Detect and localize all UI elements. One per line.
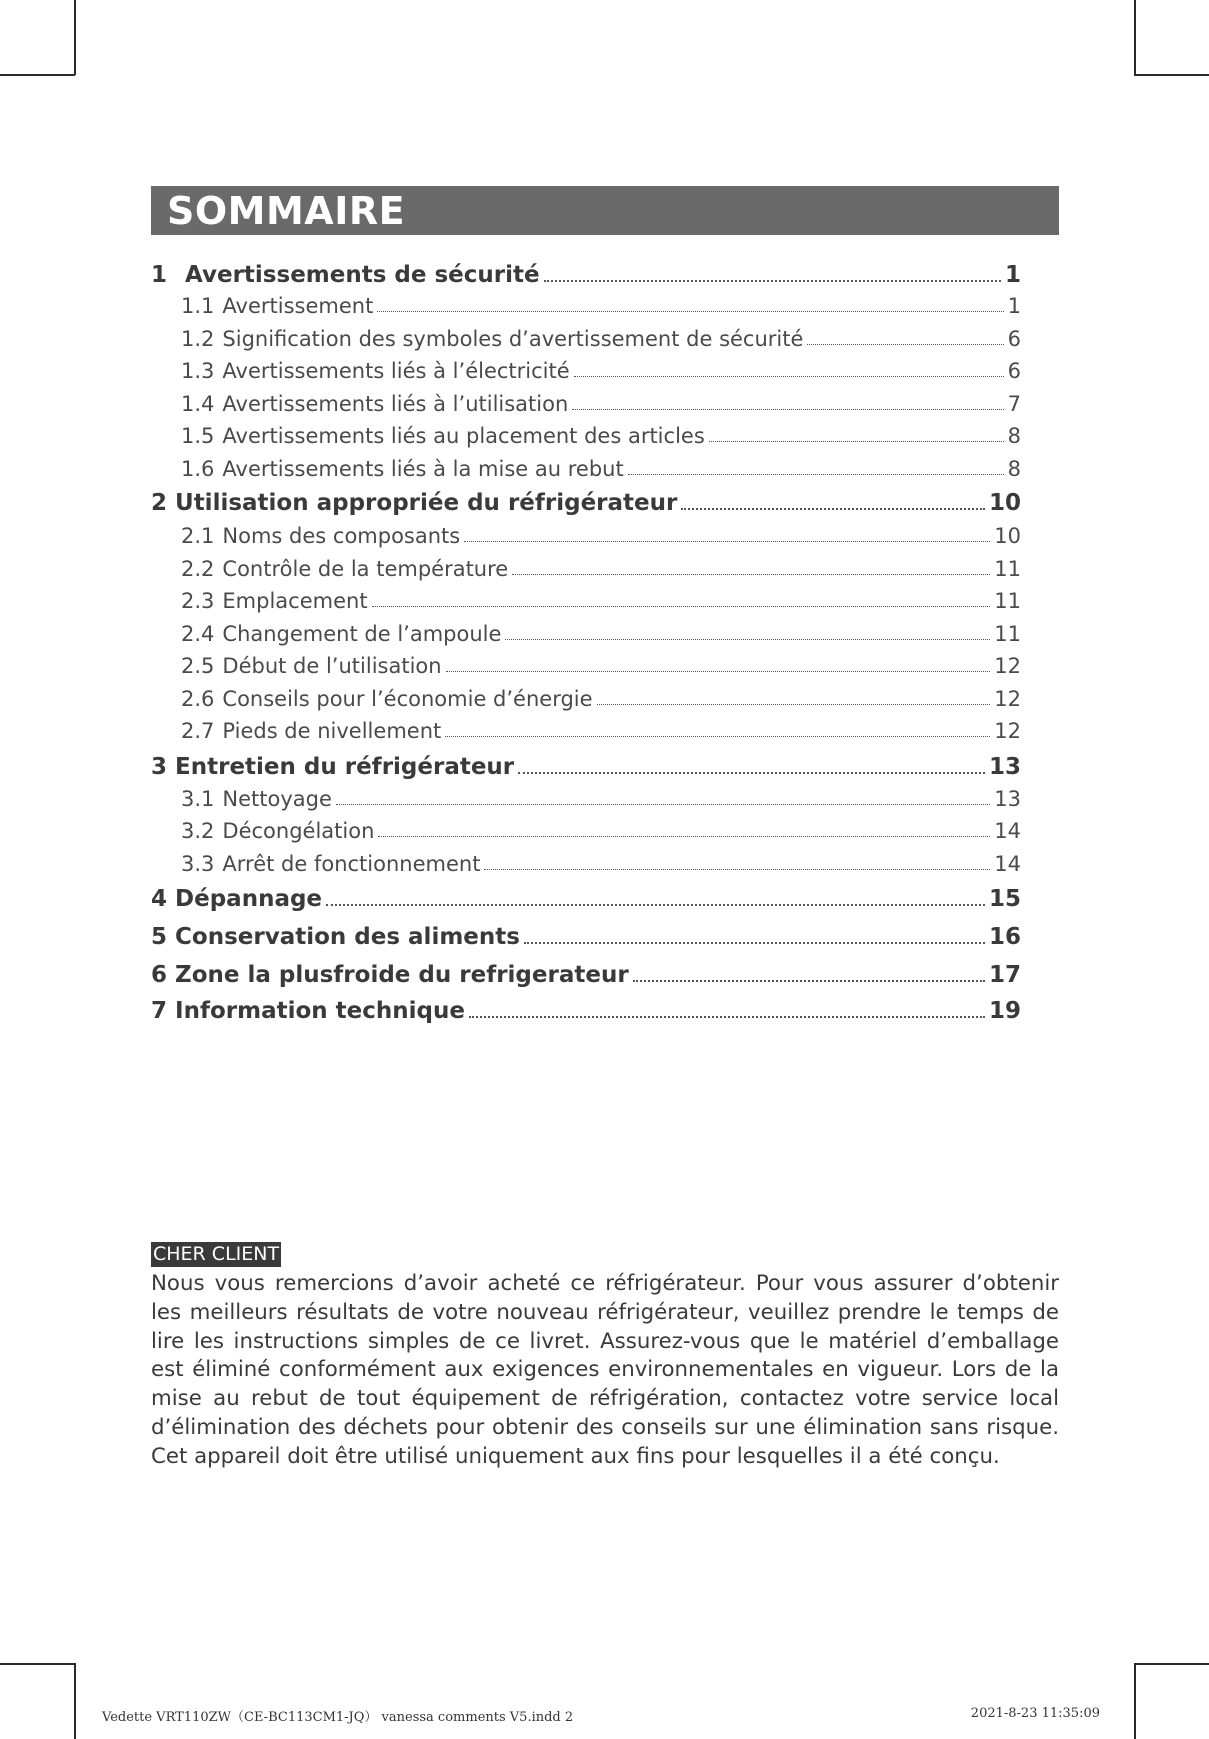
toc-subsection-entry: [181, 457, 1021, 481]
toc-subsection-entry: [181, 524, 1021, 548]
footer-file-info: Vedette VRT110ZW（CE-BC113CM1-JQ） vanessa comments V5.indd 2: [102, 1710, 574, 1725]
toc-entry-number: 3.1: [181, 787, 215, 811]
toc-subsection-entry: [181, 622, 1021, 646]
toc-dot-leader: [512, 573, 990, 575]
toc-entry-number: 1.4: [181, 392, 215, 416]
toc-entry-label: Noms des composants: [222, 524, 461, 548]
toc-section-entry: [151, 924, 1021, 950]
toc-dot-leader: [518, 771, 985, 774]
toc-entry-number: 1.6: [181, 457, 215, 481]
crop-mark-bottom-left-v: [74, 1663, 76, 1739]
toc-dot-leader: [326, 903, 985, 906]
toc-subsection-entry: [181, 327, 1021, 351]
toc-subsection-entry: [181, 294, 1021, 318]
toc-entry-label: Pieds de nivellement: [222, 719, 442, 743]
toc-entry-number: 2.6: [181, 687, 215, 711]
toc-entry-label: Conservation des aliments: [175, 924, 520, 950]
toc-entry-label: Nettoyage: [222, 787, 332, 811]
toc-entry-label: Dépannage: [175, 886, 323, 912]
toc-dot-leader: [709, 440, 1004, 442]
toc-entry-label: Changement de l’ampoule: [222, 622, 502, 646]
toc-entry-label: Information technique: [175, 998, 465, 1024]
toc-section-entry: [151, 962, 1021, 988]
toc-entry-number: 6: [151, 962, 168, 988]
toc-entry-label: Signification des symboles d’avertissement de sécurité: [222, 327, 804, 351]
toc-entry-page-number: 17: [988, 962, 1021, 988]
toc-subsection-entry: [181, 852, 1021, 876]
toc-entry-number: 1.1: [181, 294, 215, 318]
toc-dot-leader: [336, 803, 990, 805]
toc-dot-leader: [464, 540, 990, 542]
toc-dot-leader: [445, 735, 990, 737]
toc-entry-label: Avertissements liés à l’électricité: [222, 359, 570, 383]
toc-entry-label: Début de l’utilisation: [222, 654, 442, 678]
toc-entry-page-number: 14: [994, 819, 1021, 843]
toc-entry-number: 2.7: [181, 719, 215, 743]
toc-entry-number: 4: [151, 886, 168, 912]
toc-entry-page-number: 6: [1007, 327, 1021, 351]
toc-entry-number: 2.1: [181, 524, 215, 548]
crop-mark-top-left-v: [74, 0, 76, 75]
toc-entry-label: Contrôle de la température: [222, 557, 509, 581]
toc-subsection-entry: [181, 654, 1021, 678]
toc-dot-leader: [544, 279, 1001, 282]
toc-dot-leader: [484, 868, 990, 870]
toc-entry-number: 2.5: [181, 654, 215, 678]
toc-entry-page-number: 1: [1007, 294, 1021, 318]
sommaire-banner: [151, 186, 1059, 235]
toc-entry-label: Avertissements liés à la mise au rebut: [222, 457, 624, 481]
toc-entry-label: Avertissements liés au placement des articles: [222, 424, 705, 448]
crop-mark-top-right-v: [1134, 0, 1136, 75]
toc-entry-number: 2: [151, 490, 168, 516]
section-label-cher-client: CHER CLIENT: [153, 1243, 280, 1265]
crop-mark-top-right-h: [1134, 74, 1209, 76]
toc-dot-leader: [372, 605, 991, 607]
toc-entry-number: 3.3: [181, 852, 215, 876]
toc-subsection-entry: [181, 424, 1021, 448]
toc-entry-page-number: 11: [994, 557, 1021, 581]
toc-entry-label: Arrêt de fonctionnement: [222, 852, 481, 876]
toc-dot-leader: [597, 703, 991, 705]
toc-entry-page-number: 7: [1007, 392, 1021, 416]
crop-mark-top-left-h: [0, 74, 75, 76]
toc-entry-page-number: 16: [988, 924, 1021, 950]
toc-subsection-entry: [181, 359, 1021, 383]
toc-entry-number: 5: [151, 924, 168, 950]
toc-subsection-entry: [181, 392, 1021, 416]
toc-entry-number: 3: [151, 754, 168, 780]
toc-subsection-entry: [181, 687, 1021, 711]
toc-entry-page-number: 8: [1007, 424, 1021, 448]
toc-entry-page-number: 12: [994, 687, 1021, 711]
toc-dot-leader: [446, 670, 991, 672]
toc-dot-leader: [574, 375, 1004, 377]
toc-entry-label: Emplacement: [222, 589, 368, 613]
toc-dot-leader: [469, 1015, 985, 1018]
toc-subsection-entry: [181, 557, 1021, 581]
page-title: SOMMAIRE: [167, 189, 406, 233]
toc-entry-label: Avertissements de sécurité: [185, 262, 540, 288]
toc-entry-number: 2.2: [181, 557, 215, 581]
toc-dot-leader: [378, 835, 990, 837]
toc-section-entry: [151, 998, 1021, 1024]
toc-section-entry: [151, 886, 1021, 912]
toc-entry-number: 3.2: [181, 819, 215, 843]
toc-entry-number: 1.3: [181, 359, 215, 383]
toc-entry-number: 7: [151, 998, 168, 1024]
toc-entry-page-number: 12: [994, 719, 1021, 743]
toc-entry-page-number: 11: [994, 622, 1021, 646]
toc-dot-leader: [524, 941, 985, 944]
toc-entry-page-number: 14: [994, 852, 1021, 876]
toc-dot-leader: [377, 310, 1003, 312]
footer-timestamp: 2021-8-23 11:35:09: [970, 1706, 1100, 1721]
toc-dot-leader: [681, 507, 985, 510]
toc-entry-label: Utilisation appropriée du réfrigérateur: [175, 490, 678, 516]
intro-paragraph: Nous vous remercions d’avoir acheté ce réfrigérateur. Pour vous assurer d’obtenir les meilleurs résultats de votre nouveau réfrigérateur, veuillez prendre le temps de lire les instructions simples de ce livret. Assurez-vous que le matériel d’emballage est éliminé conformément aux exigences environnementales en vigueur. Lors de la mise au rebut de tout équipement de réfrigération, contactez votre service local d’élimination des déchets pour obtenir des conseils sur une élimination sans risque. Cet appareil doit être utilisé uniquement aux fins pour lesquelles il a été conçu.: [151, 1271, 1059, 1469]
toc-subsection-entry: [181, 719, 1021, 743]
toc-entry-page-number: 8: [1007, 457, 1021, 481]
toc-entry-number: 1.5: [181, 424, 215, 448]
toc-entry-label: Décongélation: [222, 819, 375, 843]
toc-entry-number: 2.3: [181, 589, 215, 613]
toc-dot-leader: [633, 979, 985, 982]
toc-entry-page-number: 6: [1007, 359, 1021, 383]
toc-entry-page-number: 10: [988, 490, 1021, 516]
toc-entry-number: 1.2: [181, 327, 215, 351]
toc-dot-leader: [807, 343, 1003, 345]
toc-entry-label: Zone la plusfroide du refrigerateur: [175, 962, 629, 988]
toc-section-entry: [151, 754, 1021, 780]
toc-subsection-entry: [181, 819, 1021, 843]
toc-subsection-entry: [181, 589, 1021, 613]
toc-dot-leader: [572, 408, 1003, 410]
crop-mark-bottom-right-h: [1134, 1663, 1209, 1665]
toc-entry-number: 1: [151, 262, 168, 288]
crop-mark-bottom-right-v: [1134, 1663, 1136, 1739]
toc-entry-page-number: 11: [994, 589, 1021, 613]
toc-dot-leader: [505, 638, 990, 640]
toc-subsection-entry: [181, 787, 1021, 811]
toc-entry-label: Avertissement: [222, 294, 374, 318]
toc-entry-page-number: 12: [994, 654, 1021, 678]
toc-entry-page-number: 10: [994, 524, 1021, 548]
toc-section-entry: [151, 262, 1021, 288]
toc-entry-page-number: 19: [988, 998, 1021, 1024]
toc-entry-page-number: 15: [988, 886, 1021, 912]
toc-entry-page-number: 13: [988, 754, 1021, 780]
toc-entry-label: Conseils pour l’économie d’énergie: [222, 687, 593, 711]
toc-entry-page-number: 13: [994, 787, 1021, 811]
toc-entry-label: Entretien du réfrigérateur: [175, 754, 515, 780]
crop-mark-bottom-left-h: [0, 1663, 75, 1665]
toc-dot-leader: [628, 473, 1004, 475]
toc-section-entry: [151, 490, 1021, 516]
toc-entry-page-number: 1: [1004, 262, 1021, 288]
toc-entry-number: 2.4: [181, 622, 215, 646]
toc-entry-label: Avertissements liés à l’utilisation: [222, 392, 569, 416]
